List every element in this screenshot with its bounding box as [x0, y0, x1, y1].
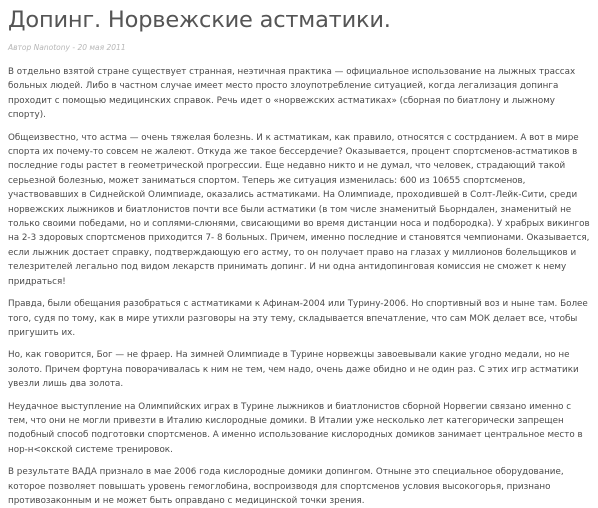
meta-separator: -	[69, 43, 78, 52]
author-prefix: Автор	[8, 43, 32, 52]
article-paragraph: Но, как говорится, Бог — не фраер. На зимней Олимпиаде в Турине норвежцы завоевывали какие угодно медали, но не золото. Причем фортуна поворачивалась к ним не тем, чем надо, очень даже обидно и не один раз. С этих игр астматики увезли лишь два золота.	[8, 350, 579, 390]
article-paragraph: Общеизвестно, что астма — очень тяжелая болезнь. И к астматикам, как правило, относятся с сострданием. А вот в мире спорта их почему-то совсем не жалеют. Откуда же такое бессердечие? Оказывается, процент спортсменов-астматиков в последние годы растет в геометрической прогрессии. Еще недавно никто и не думал, что человек, страдающий такой серьезной болезнью, может заниматься спортом. Теперь же ситуация изменилась: 600 из 10655 спортсменов, участвовавших в Сиднейской Олимпиаде, оказались астматиками. На Олимпиаде, проходившей в Солт-Лейк-Сити, среди норвежских лыжников и биатлонистов почти все были астматики (в том числе знаменитый Бьорндален, знаменитый не только своими победами, но и соплями-слюнями, свисающими во время дистанции носа и подбородка). У храбрых викингов на 2-3 здоровых спортсменов приходится 7- 8 больных. Причем, именно последние и становятся чемпионами. Оказывается, если лыжник достает справку, подтверждающую его астму, то он получает право на глазах у миллионов болельщиков и телезрителей легально под видом лекарств принимать допинг. И ни одна антидопинговая комиссия не сможет к нему придраться!	[8, 132, 590, 287]
article-body	[8, 65, 590, 508]
publish-date: 20 мая 2011	[77, 43, 126, 52]
article-paragraph: В отдельно взятой стране существует странная, неэтичная практика — официальное использование на лыжных трассах больных людей. Либо в частном случае имеет место просто злоупотребление ситуацией, когда легализация допинга проходит с помощью медицинских справок. Речь идет о «норвежских астматиках» (сборная по биатлону и лыжному спорту).	[8, 67, 576, 121]
article-meta	[8, 43, 590, 53]
author-link[interactable]: Nanotony	[33, 43, 70, 52]
article-paragraph: Неудачное выступление на Олимпийских играх в Турине лыжников и биатлонистов сборной Норвегии связано именно с тем, что они не могли привезти в Италию кислородные домики. В Италии уже несколько лет категорически запрещен подобный способ подготовки спортсменов. А именно использование кислородных домиков занимает центральное место в нор-н<окской системе тренировок.	[8, 401, 583, 455]
article-paragraph: Правда, были обещания разобраться с астматиками к Афинам-2004 или Турину-2006. Но спортивный воз и ныне там. Более того, судя по тому, как в мире утихли разговоры на эту тему, складывается впечатление, что сам МОК делает все, чтобы пригушить их.	[8, 299, 588, 338]
article-title: Допинг. Норвежские астматики.	[8, 7, 391, 33]
article-paragraph: В результате ВАДА признало в мае 2006 года кислородные домики допингом. Отныне это специальное оборудование, которое позволяет повышать уровень гемоглобина, воспроизводя для спортсменов условия высокогорья, признано противозаконным и не может быть оправдано с медицинской точки зрения.	[8, 467, 564, 506]
